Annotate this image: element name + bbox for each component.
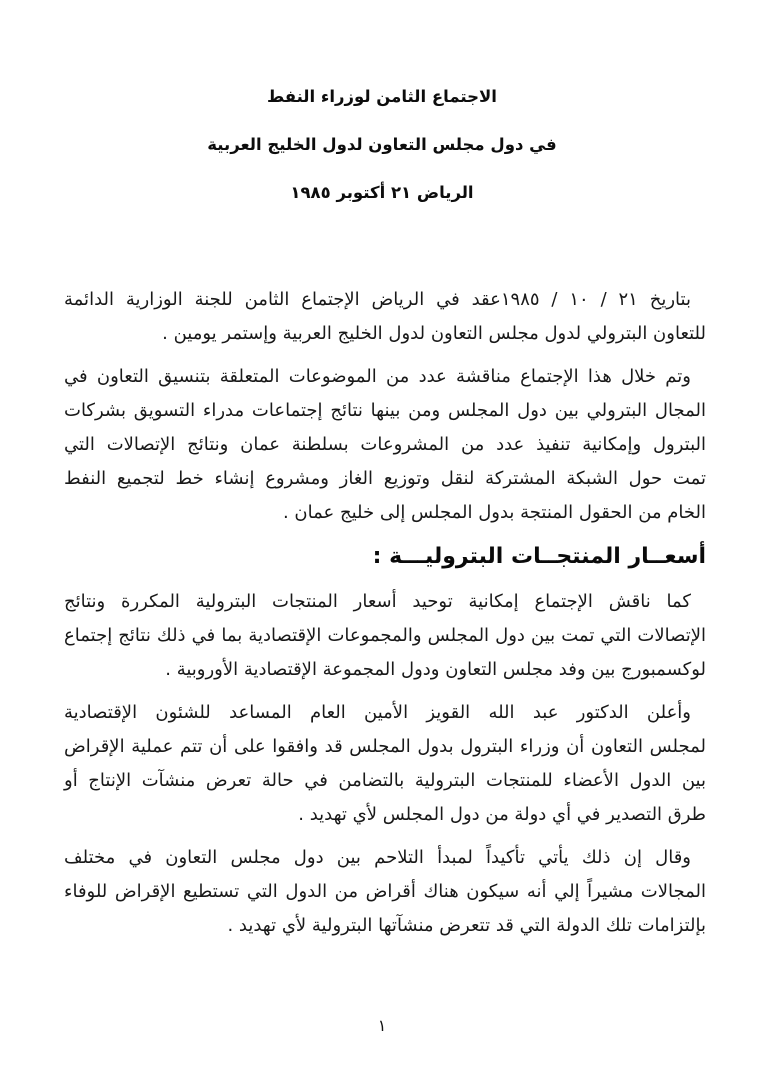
text-line: الإتصالات التي تمت بين دول المجلس والمجموعات الإقتصادية بما في ذلك نتائج إجتماع [64, 625, 706, 646]
text-line: بتاريخ ٢١ / ١٠ / ١٩٨٥عقد في الرياض الإجتماع الثامن للجنة الوزارية الدائمة [64, 289, 691, 310]
document-body [64, 283, 706, 943]
title-line-organization: في دول مجلس التعاون لدول الخليج العربية [207, 135, 557, 154]
text-line: بإلتزامات تلك الدولة التي قد تتعرض منشآتها البترولية لأي تهديد . [227, 915, 706, 936]
page-number: ١ [377, 1016, 387, 1035]
text-line: المجالات مشيراً إلي أنه سيكون هناك أقراض من الدول التي تستطيع الإقراض للوفاء [64, 881, 706, 902]
text-line: وتم خلال هذا الإجتماع مناقشة عدد من الموضوعات المتعلقة بتنسيق التعاون في [64, 366, 691, 387]
text-line: لمجلس التعاون أن وزراء البترول بدول المجلس قد وافقوا على أن تتم عملية الإقراض [64, 736, 706, 757]
paragraph [64, 283, 706, 351]
text-line: وقال إن ذلك يأتي تأكيداً لمبدأ التلاحم بين دول مجلس التعاون في مختلف [64, 847, 691, 868]
text-line: طرق التصدير في أي دولة من دول المجلس لأي تهديد . [298, 804, 706, 825]
title-line-meeting: الاجتماع الثامن لوزراء النفط [267, 87, 497, 106]
section-heading: أسعــار المنتجــات البتروليـــة : [372, 544, 706, 569]
paragraph [64, 841, 706, 943]
title-line-date-location: الرياض ٢١ أكتوبر ١٩٨٥ [290, 183, 474, 202]
document-title-block [0, 0, 764, 203]
paragraph [64, 360, 706, 530]
text-line: كما ناقش الإجتماع إمكانية توحيد أسعار المنتجات البترولية المكررة ونتائج [64, 591, 691, 612]
paragraph [64, 696, 706, 832]
text-line: بين الدول الأعضاء للمنتجات البترولية بالتضامن في حالة تعرض منشآت الإنتاج أو [64, 770, 706, 791]
text-line: البترول وإمكانية تنفيذ عدد من المشروعات بسلطنة عمان ونتائج الإتصالات التي [64, 434, 706, 455]
text-line: الخام من الحقول المنتجة بدول المجلس إلى خليج عمان . [282, 502, 706, 523]
text-line: وأعلن الدكتور عبد الله القويز الأمين العام المساعد للشئون الإقتصادية [64, 702, 691, 723]
text-line: لوكسمبورج بين وفد مجلس التعاون ودول المجموعة الإقتصادية الأوروبية . [165, 659, 706, 680]
text-line: تمت حول الشبكة المشتركة لنقل وتوزيع الغاز ومشروع إنشاء خط لتجميع النفط [64, 468, 706, 489]
text-line: للتعاون البترولي لدول مجلس التعاون لدول الخليج العربية وإستمر يومين . [162, 323, 706, 344]
paragraph [64, 585, 706, 687]
text-line: المجال البترولي بين دول المجلس ومن بينها نتائج إجتماعات مدراء التسويق بشركات [64, 400, 706, 421]
